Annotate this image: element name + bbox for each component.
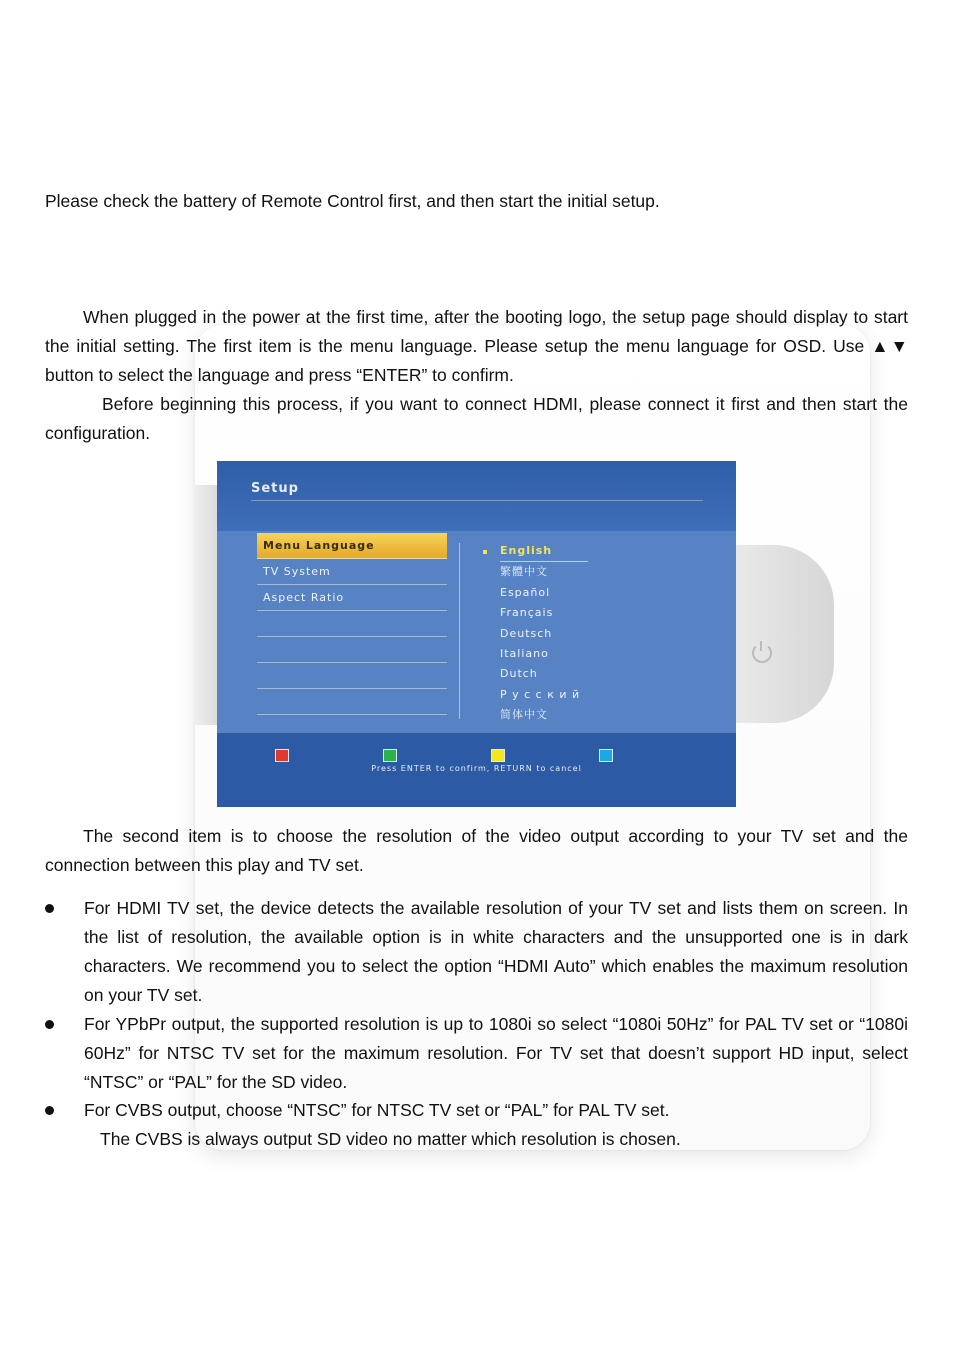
setup-title: Setup: [251, 481, 299, 496]
battery-note: Please check the battery of Remote Control first, and then start the initial setup.: [45, 191, 660, 211]
setup-header: [217, 461, 736, 531]
header-divider: [251, 500, 703, 501]
bullet-icon: [45, 904, 54, 913]
background-device-edge: [193, 485, 217, 725]
hdmi-bullet: For HDMI TV set, the device detects the available resolution of your TV set and lists them on screen. In the list of resolution, the available option is in white characters and the unsupported one is in dark characters. We recommend you to select the option “HDMI Auto” which enables the maximum resolution on your TV set.: [84, 898, 908, 1005]
menu-item-aspect-ratio[interactable]: Aspect Ratio: [257, 585, 447, 611]
green-key-icon: [383, 749, 397, 762]
setup-paragraph-2: Before beginning this process, if you want to connect HDMI, please connect it first and then start the configuration.: [45, 394, 908, 443]
setup-screen: [217, 461, 736, 807]
language-option-spanish[interactable]: Español: [500, 585, 551, 599]
resolution-intro: The second item is to choose the resolution of the video output according to your TV set and the connection between this play and TV set.: [45, 826, 908, 875]
blue-key-icon: [599, 749, 613, 762]
menu-item-menu-language[interactable]: Menu Language: [257, 533, 447, 559]
setup-footer: [217, 733, 736, 807]
power-icon: [752, 643, 772, 663]
language-option-french[interactable]: Français: [500, 606, 554, 620]
menu-item-empty: [257, 637, 447, 663]
language-option-simplified-chinese[interactable]: 简体中文: [500, 708, 548, 722]
language-option-traditional-chinese[interactable]: 繁體中文: [500, 565, 548, 579]
menu-divider: [459, 543, 460, 719]
menu-item-empty: [257, 663, 447, 689]
language-option-english[interactable]: English: [500, 541, 588, 562]
footer-hint: Press ENTER to confirm, RETURN to cancel: [371, 764, 582, 773]
bullet-icon: [45, 1020, 54, 1029]
menu-item-tv-system[interactable]: TV System: [257, 559, 447, 585]
language-option-german[interactable]: Deutsch: [500, 626, 553, 640]
language-option-russian[interactable]: Р у с с к и й: [500, 687, 581, 701]
setup-paragraph-1: When plugged in the power at the first time, after the booting logo, the setup page should display to start the initial setting. The first item is the menu language. Please setup the menu language for OSD. Use ▲▼ button to select the language and press “ENTER” to confirm.: [45, 307, 908, 385]
cvbs-bullet: For CVBS output, choose “NTSC” for NTSC TV set or “PAL” for PAL TV set.: [84, 1100, 670, 1120]
language-option-dutch[interactable]: Dutch: [500, 667, 538, 681]
menu-item-empty: [257, 689, 447, 715]
language-list: [500, 541, 620, 726]
selected-indicator-icon: [483, 550, 487, 554]
setup-menu: [257, 531, 447, 715]
yellow-key-icon: [491, 749, 505, 762]
red-key-icon: [275, 749, 289, 762]
bullet-icon: [45, 1106, 54, 1115]
language-option-italian[interactable]: Italiano: [500, 646, 549, 660]
background-device: [736, 545, 834, 723]
menu-item-empty: [257, 611, 447, 637]
cvbs-note: The CVBS is always output SD video no matter which resolution is chosen.: [100, 1129, 681, 1149]
ypbpr-bullet: For YPbPr output, the supported resolution is up to 1080i so select “1080i 50Hz” for PAL TV set or “1080i 60Hz” for NTSC TV set for the maximum resolution. For TV set that doesn’t support HD input, select “NTSC” or “PAL” for the SD video.: [84, 1014, 908, 1092]
